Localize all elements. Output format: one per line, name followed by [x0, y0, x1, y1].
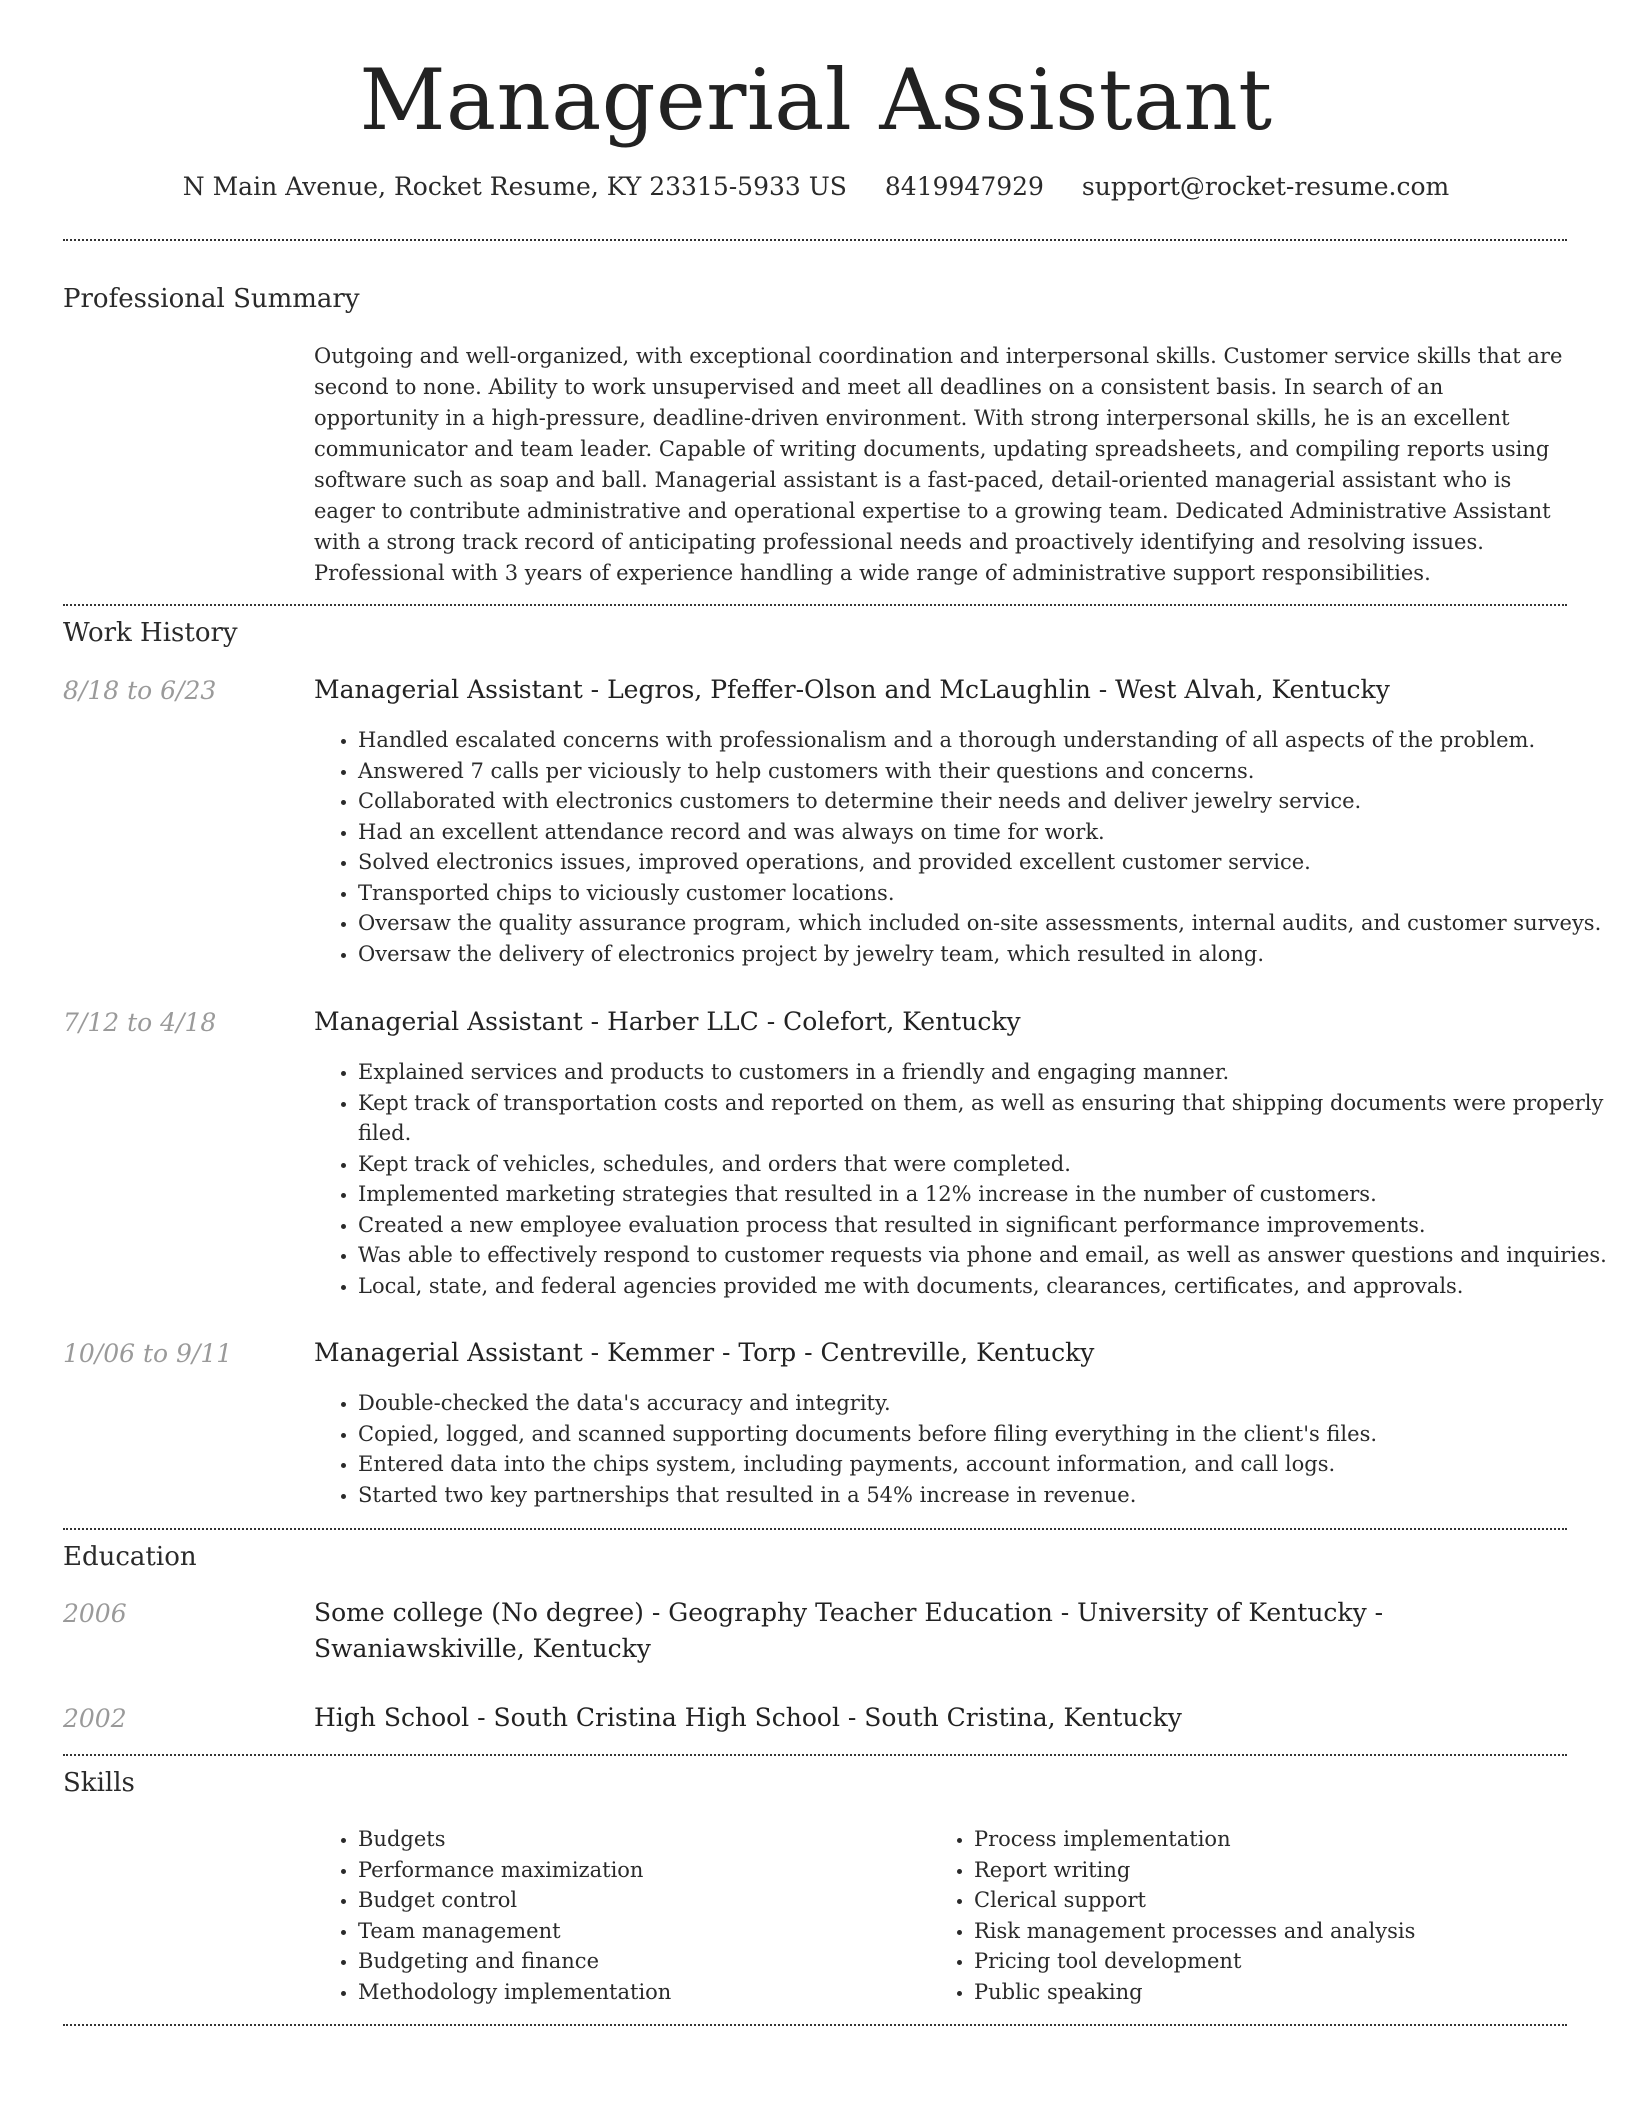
- contact-address: N Main Avenue, Rocket Resume, KY 23315-5933 US: [182, 172, 847, 201]
- job-bullet: • Local, state, and federal agencies provided me with documents, clearances, certificates, and approvals.: [358, 1271, 1608, 1302]
- skill-item: • Performance maximization: [358, 1855, 918, 1886]
- summary-heading: Professional Summary: [63, 284, 360, 314]
- job-bullet: • Oversaw the delivery of electronics project by jewelry team, which resulted in along.: [358, 939, 1608, 970]
- job-bullet: • Created a new employee evaluation process that resulted in significant performance improvements.: [358, 1210, 1608, 1241]
- education-heading: Education: [63, 1542, 197, 1572]
- job-bullet: • Had an excellent attendance record and was always on time for work.: [358, 817, 1608, 848]
- job-bullet: • Implemented marketing strategies that resulted in a 12% increase in the number of customers.: [358, 1179, 1608, 1210]
- skill-item: • Report writing: [974, 1855, 1604, 1886]
- job-bullet: • Transported chips to viciously customer locations.: [358, 878, 1608, 909]
- job-title: Managerial Assistant - Kemmer - Torp - Centreville, Kentucky: [314, 1338, 1095, 1367]
- skill-item: • Team management: [358, 1916, 918, 1947]
- job-dates: 10/06 to 9/11: [63, 1339, 233, 1368]
- job-title: Managerial Assistant - Harber LLC - Colefort, Kentucky: [314, 1007, 1021, 1036]
- divider: [63, 604, 1567, 606]
- work-history-heading: Work History: [63, 618, 238, 648]
- job-bullet: • Started two key partnerships that resulted in a 54% increase in revenue.: [358, 1480, 1608, 1511]
- education-year: 2006: [63, 1599, 127, 1628]
- job-bullet: • Solved electronics issues, improved operations, and provided excellent customer service.: [358, 847, 1608, 878]
- divider: [63, 239, 1567, 241]
- skill-item: • Budgets: [358, 1824, 918, 1855]
- job-bullet: • Copied, logged, and scanned supporting documents before filing everything in the client's files.: [358, 1419, 1608, 1450]
- skill-item: • Methodology implementation: [358, 1977, 918, 2008]
- job-bullet: • Answered 7 calls per viciously to help customers with their questions and concerns.: [358, 756, 1608, 787]
- summary-text: Outgoing and well-organized, with exceptional coordination and interpersonal skills. Customer service skills that are second to none. Ability to work unsupervised and meet all deadlines on a consistent basis. In search of an opportunity in a high-pressure, deadline-driven environment. With strong interpersonal skills, he is an excellent communicator and team leader. Capable of writing documents, updating spreadsheets, and compiling reports using software such as soap and ball. Managerial assistant is a fast-paced, detail-oriented managerial assistant who is eager to contribute administrative and operational expertise to a growing team. Dedicated Administrative Assistant with a strong track record of anticipating professional needs and proactively identifying and resolving issues. Professional with 3 years of experience handling a wide range of administrative support responsibilities.: [314, 344, 1563, 585]
- education-entry: High School - South Cristina High School - South Cristina, Kentucky: [314, 1703, 1182, 1732]
- divider: [63, 1754, 1567, 1756]
- skill-item: • Budgeting and finance: [358, 1946, 918, 1977]
- job-bullet: • Was able to effectively respond to customer requests via phone and email, as well as answer questions and inquiries.: [358, 1240, 1608, 1271]
- skill-item: • Risk management processes and analysis: [974, 1916, 1604, 1947]
- education-year: 2002: [63, 1704, 127, 1733]
- skill-item: • Budget control: [358, 1885, 918, 1916]
- divider: [63, 1528, 1567, 1530]
- divider: [63, 2024, 1567, 2026]
- job-bullet: • Handled escalated concerns with professionalism and a thorough understanding of all aspects of the problem.: [358, 725, 1608, 756]
- resume-name: Managerial Assistant: [359, 51, 1273, 149]
- job-bullet-list: [314, 1388, 1608, 1510]
- job-bullet: • Entered data into the chips system, including payments, account information, and call logs.: [358, 1449, 1608, 1480]
- job-bullet: • Collaborated with electronics customers to determine their needs and deliver jewelry service.: [358, 786, 1608, 817]
- job-bullet: • Double-checked the data's accuracy and integrity.: [358, 1388, 1608, 1419]
- contact-email: support@rocket-resume.com: [1081, 172, 1450, 201]
- skills-list-right: [930, 1824, 1604, 2007]
- skill-item: • Public speaking: [974, 1977, 1604, 2008]
- job-bullet: • Kept track of transportation costs and reported on them, as well as ensuring that shipping documents were properly filed.: [358, 1088, 1608, 1149]
- skills-heading: Skills: [63, 1768, 135, 1798]
- skills-list-left: [314, 1824, 918, 2007]
- contact-line: [0, 170, 1632, 204]
- contact-phone: 8419947929: [884, 172, 1044, 201]
- job-bullet: • Oversaw the quality assurance program, which included on-site assessments, internal audits, and customer surveys.: [358, 908, 1608, 939]
- skill-item: • Pricing tool development: [974, 1946, 1604, 1977]
- skill-item: • Process implementation: [974, 1824, 1604, 1855]
- job-bullet: • Explained services and products to customers in a friendly and engaging manner.: [358, 1057, 1608, 1088]
- skill-item: • Clerical support: [974, 1885, 1604, 1916]
- job-title: Managerial Assistant - Legros, Pfeffer-Olson and McLaughlin - West Alvah, Kentucky: [314, 675, 1390, 704]
- education-entry: Some college (No degree) - Geography Teacher Education - University of Kentucky - Swaniawskiville, Kentucky: [314, 1598, 1384, 1663]
- job-dates: 8/18 to 6/23: [63, 676, 217, 705]
- job-bullet-list: [314, 1057, 1608, 1301]
- job-bullet-list: [314, 725, 1608, 969]
- job-bullet: • Kept track of vehicles, schedules, and orders that were completed.: [358, 1149, 1608, 1180]
- job-dates: 7/12 to 4/18: [63, 1008, 217, 1037]
